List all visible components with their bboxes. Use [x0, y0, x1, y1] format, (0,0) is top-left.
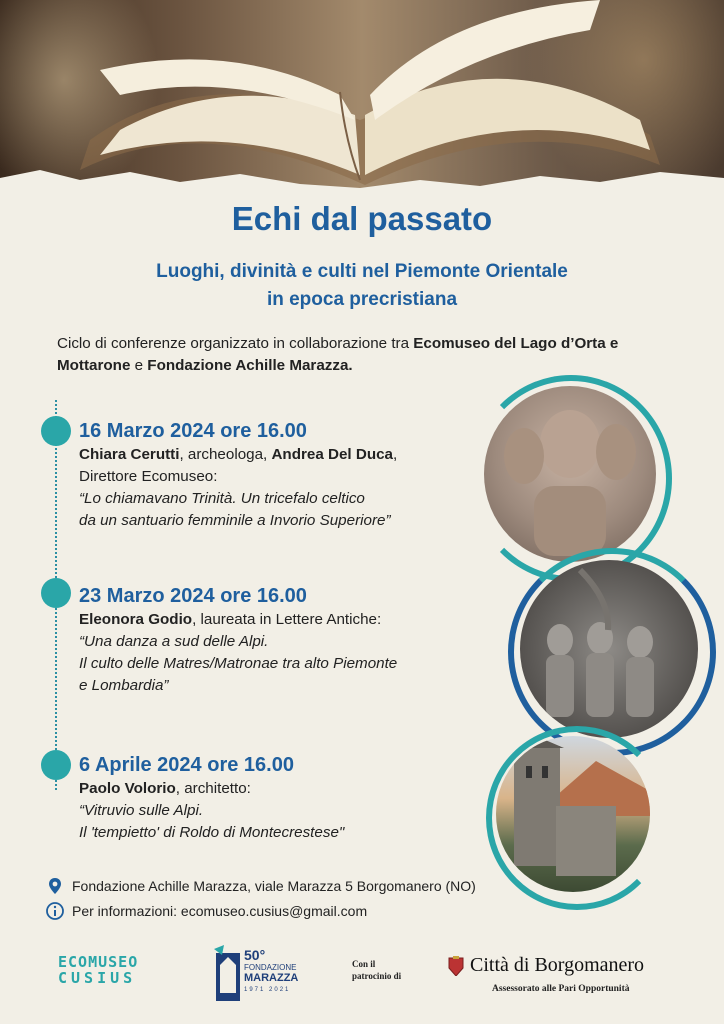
event-3: 6 Aprile 2024 ore 16.00 Paolo Volorio, architetto: “Vitruvio sulle Alpi. Il 'tempietto' di Roldo di Montecrestese": [79, 752, 499, 844]
event-date: 6 Aprile 2024 ore 16.00: [79, 754, 294, 776]
timeline-dot: [41, 578, 71, 608]
event-date: 23 Marzo 2024 ore 16.00: [79, 585, 307, 607]
citta-borgomanero-logo: Città di Borgomanero: [470, 954, 645, 976]
info-line: [46, 902, 367, 920]
address-line: Fondazione Achille Marazza, viale Marazza 5 Borgomanero (NO): [46, 877, 476, 895]
patronage-label: Con il patrocinio di: [352, 959, 402, 981]
timeline-dot: [41, 416, 71, 446]
page-title: Echi dal passato: [231, 200, 493, 237]
org-fondazione: Fondazione Achille Marazza.: [147, 357, 353, 374]
event-date: 16 Marzo 2024 ore 16.00: [79, 420, 307, 442]
city-crest-icon: [448, 956, 464, 976]
contact-email[interactable]: Per informazioni: ecomuseo.cusius@gmail.com: [72, 903, 368, 919]
assessorato-label: Assessorato alle Pari Opportunità: [492, 984, 630, 994]
page-subtitle: Luoghi, divinità e culti nel Piemonte Orientale in epoca precristiana: [156, 261, 568, 310]
event-1: 16 Marzo 2024 ore 16.00 Chiara Cerutti, archeologa, Andrea Del Duca, Direttore Ecomuseo: “Lo chiamavano Trinità. Un tricefalo celtico da un santuario femminile a Invorio Superiore”: [79, 418, 499, 532]
timeline-dot: [41, 750, 71, 780]
info-icon: [46, 902, 64, 920]
intro-text: Ciclo di conferenze organizzato in collaborazione tra Ecomuseo del Lago d’Orta e Mottarone e Fondazione Achille Marazza.: [57, 335, 619, 374]
event-2: 23 Marzo 2024 ore 16.00 Eleonora Godio, laureata in Lettere Antiche: “Una danza a sud delle Alpi. Il culto delle Matres/Matronae tra alto Piemonte e Lombardia”: [79, 583, 499, 697]
org-ecomuseo: Ecomuseo del Lago d’Orta e Mottarone: [57, 335, 619, 374]
matronae-relief-photo: [520, 560, 698, 738]
celtic-head-photo: [484, 386, 656, 562]
ecomuseo-logo: ECOMUSEO CUSIUS: [58, 953, 139, 987]
fondazione-marazza-logo: 50° FONDAZIONE MARAZZA 1971 2021: [214, 945, 304, 1003]
tempietto-photo: [496, 736, 650, 892]
location-pin-icon: [46, 877, 64, 895]
sponsor-logos: [0, 940, 724, 1010]
